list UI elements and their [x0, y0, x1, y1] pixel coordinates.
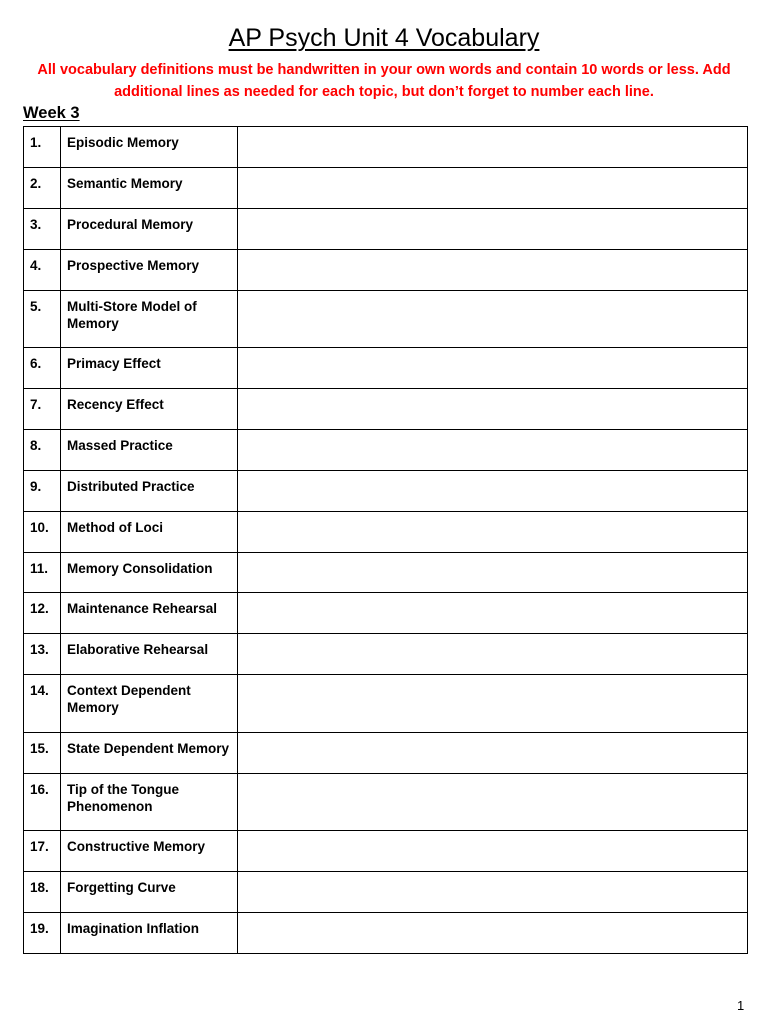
definition-cell[interactable] [238, 831, 748, 872]
definition-cell[interactable] [238, 348, 748, 389]
vocab-term: Massed Practice [61, 429, 238, 470]
item-number: 2. [24, 167, 61, 208]
item-number: 6. [24, 348, 61, 389]
vocab-term: Forgetting Curve [61, 871, 238, 912]
table-row [24, 290, 748, 348]
vocab-term: Semantic Memory [61, 167, 238, 208]
table-row [24, 593, 748, 634]
vocab-term: Context Dependent Memory [61, 675, 238, 733]
definition-cell[interactable] [238, 388, 748, 429]
vocab-term: State Dependent Memory [61, 732, 238, 773]
vocab-term: Primacy Effect [61, 348, 238, 389]
definition-cell[interactable] [238, 732, 748, 773]
item-number: 12. [24, 593, 61, 634]
definition-cell[interactable] [238, 511, 748, 552]
item-number: 19. [24, 912, 61, 953]
table-row [24, 388, 748, 429]
definition-cell[interactable] [238, 290, 748, 348]
table-row [24, 732, 748, 773]
item-number: 10. [24, 511, 61, 552]
table-row [24, 249, 748, 290]
definition-cell[interactable] [238, 470, 748, 511]
table-row [24, 552, 748, 593]
item-number: 5. [24, 290, 61, 348]
vocab-term: Maintenance Rehearsal [61, 593, 238, 634]
table-row [24, 675, 748, 733]
table-row [24, 773, 748, 831]
table-row [24, 511, 748, 552]
definition-cell[interactable] [238, 429, 748, 470]
table-row [24, 127, 748, 168]
vocab-term: Method of Loci [61, 511, 238, 552]
definition-cell[interactable] [238, 552, 748, 593]
definition-cell[interactable] [238, 208, 748, 249]
definition-cell[interactable] [238, 127, 748, 168]
table-row [24, 634, 748, 675]
definition-cell[interactable] [238, 773, 748, 831]
vocab-term: Episodic Memory [61, 127, 238, 168]
item-number: 17. [24, 831, 61, 872]
table-row [24, 912, 748, 953]
table-row [24, 167, 748, 208]
item-number: 15. [24, 732, 61, 773]
section-heading: Week 3 [23, 104, 80, 122]
definition-cell[interactable] [238, 249, 748, 290]
item-number: 3. [24, 208, 61, 249]
vocab-term: Tip of the Tongue Phenomenon [61, 773, 238, 831]
vocab-term: Procedural Memory [61, 208, 238, 249]
item-number: 8. [24, 429, 61, 470]
item-number: 16. [24, 773, 61, 831]
item-number: 11. [24, 552, 61, 593]
vocab-term: Constructive Memory [61, 831, 238, 872]
table-row [24, 831, 748, 872]
definition-cell[interactable] [238, 675, 748, 733]
item-number: 7. [24, 388, 61, 429]
table-row [24, 208, 748, 249]
definition-cell[interactable] [238, 912, 748, 953]
vocab-term: Distributed Practice [61, 470, 238, 511]
table-row [24, 470, 748, 511]
item-number: 18. [24, 871, 61, 912]
vocabulary-table [23, 126, 748, 954]
page-number: 1 [737, 998, 745, 1013]
vocab-term: Prospective Memory [61, 249, 238, 290]
table-row [24, 429, 748, 470]
document-title: AP Psych Unit 4 Vocabulary [228, 24, 540, 52]
definition-cell[interactable] [238, 167, 748, 208]
item-number: 13. [24, 634, 61, 675]
item-number: 4. [24, 249, 61, 290]
item-number: 14. [24, 675, 61, 733]
vocab-term: Multi-Store Model of Memory [61, 290, 238, 348]
vocab-term: Imagination Inflation [61, 912, 238, 953]
table-row [24, 871, 748, 912]
vocab-term: Memory Consolidation [61, 552, 238, 593]
definition-cell[interactable] [238, 634, 748, 675]
vocab-term: Recency Effect [61, 388, 238, 429]
instructions-text: All vocabulary definitions must be handwritten in your own words and contain 10 words or less. Add additional lines as needed for each topic, but don’t forget to number each line. [37, 62, 731, 100]
item-number: 1. [24, 127, 61, 168]
definition-cell[interactable] [238, 593, 748, 634]
vocab-term: Elaborative Rehearsal [61, 634, 238, 675]
item-number: 9. [24, 470, 61, 511]
table-row [24, 348, 748, 389]
definition-cell[interactable] [238, 871, 748, 912]
